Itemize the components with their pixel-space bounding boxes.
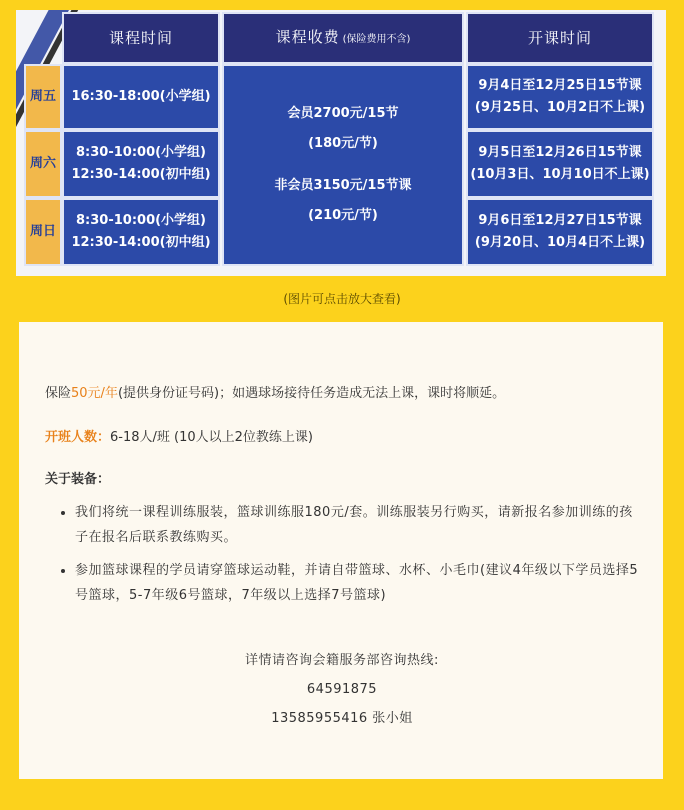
fee-cell: 会员2700元/15节 (180元/节) 非会员3150元/15节课 (210元/节) [222, 64, 464, 266]
day-saturday: 周六 [24, 130, 62, 198]
hotline-block [45, 646, 639, 733]
hotline-label: 详情请咨询会籍服务部咨询热线: [245, 653, 439, 668]
start-sunday: 9月6日至12月27日15节课 (9月20日、10月4日不上课) [466, 198, 654, 266]
start-friday: 9月4日至12月25日15节课 (9月25日、10月2日不上课) [466, 64, 654, 130]
image-caption: (图片可点击放大查看) [283, 292, 401, 306]
header-time: 课程时间 [62, 12, 220, 64]
list-item: • 参加篮球课程的学员请穿篮球运动鞋，并请自带篮球、水杯、小毛巾(建议4年级以下学员选择5号篮球，5-7年级6号篮球，7年级以上选择7号篮球) [75, 558, 639, 608]
schedule-image[interactable] [16, 10, 666, 276]
class-size-value: 6-18人/班 (10人以上2位教练上课) [110, 430, 313, 445]
header-fee: 课程收费 (保险费用不含) [222, 12, 464, 64]
equipment-title: 关于装备： [45, 472, 111, 487]
insurance-price: 50元/年 [71, 386, 118, 401]
class-size-line [45, 426, 639, 450]
mobile-number[interactable]: 13585955416 张小姐 [271, 711, 413, 726]
phone-number[interactable]: 64591875 [306, 682, 378, 697]
time-saturday: 8:30-10:00(小学组) 12:30-14:00(初中组) [62, 130, 220, 198]
class-size-label: 开班人数： [45, 430, 111, 445]
start-saturday: 9月5日至12月26日15节课 (10月3日、10月10日不上课) [466, 130, 654, 198]
time-friday: 16:30-18:00(小学组) [62, 64, 220, 130]
insurance-line: 保险50元/年(提供身份证号码)；如遇球场接待任务造成无法上课，课时将顺延。 [45, 386, 506, 401]
equipment-list [45, 500, 639, 608]
day-sunday: 周日 [24, 198, 62, 266]
day-friday: 周五 [24, 64, 62, 130]
list-item: • 我们将统一课程训练服装，篮球训练服180元/套。训练服装另行购买，请新报名参加训练的孩子在报名后联系教练购买。 [75, 500, 639, 550]
time-sunday: 8:30-10:00(小学组) 12:30-14:00(初中组) [62, 198, 220, 266]
info-card [19, 322, 663, 779]
header-start: 开课时间 [466, 12, 654, 64]
